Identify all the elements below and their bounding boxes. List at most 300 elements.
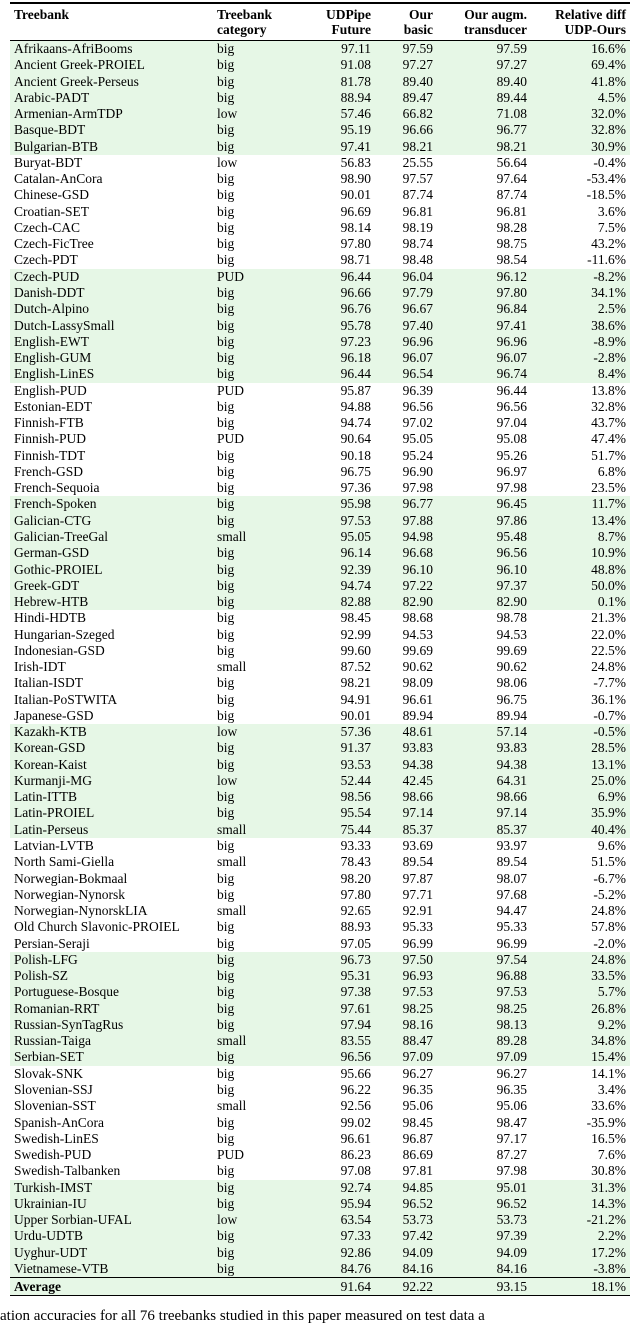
table-caption: ation accuracies for all 76 treebanks studied in this paper measured on test data a [0,1308,485,1324]
category-cell: big [213,1049,291,1065]
our-augm-cell: 97.98 [496,1163,527,1179]
category-cell: PUD [213,269,291,285]
header-relative-diff [531,4,630,41]
relative-diff-cell: -53.4% [586,171,626,187]
udpipe-cell: 88.94 [291,90,375,106]
treebank-cell: Norwegian-Nynorsk [14,886,125,902]
our-basic-cell: 98.68 [402,610,433,626]
udpipe-cell: 96.56 [291,1049,375,1065]
our-basic-cell: 53.73 [375,1212,437,1228]
our-augm-cell: 97.64 [496,171,527,187]
table-row [10,1180,630,1196]
category-cell: big [213,562,291,578]
our-basic-cell: 94.09 [375,1245,437,1261]
relative-diff-cell: -2.8% [531,350,630,366]
relative-diff-cell: 2.2% [531,1228,630,1244]
our-augm-cell: 96.99 [496,935,527,951]
our-basic-cell: 97.22 [375,578,437,594]
our-basic-cell: 96.87 [402,1130,433,1146]
treebank-cell: Russian-SynTagRus [10,1017,213,1033]
relative-diff-cell: 14.1% [591,1065,626,1081]
treebank-cell: Hebrew-HTB [10,594,213,610]
category-cell: big [217,219,235,235]
udpipe-cell: 99.60 [340,642,371,658]
our-basic-cell: 95.05 [402,431,433,447]
category-cell: big [217,626,235,642]
our-augm-cell: 64.31 [437,773,531,789]
category-cell: big [213,334,291,350]
our-augm-cell: 96.12 [437,269,531,285]
udpipe-cell: 92.86 [291,1245,375,1261]
our-augm-cell: 98.07 [496,870,527,886]
our-basic-cell: 97.27 [375,57,437,73]
our-augm-cell: 96.56 [496,398,527,414]
table-row [10,627,630,643]
table-row [10,1049,630,1065]
category-cell: low [213,106,291,122]
our-augm-cell: 95.48 [437,529,531,545]
our-augm-cell: 87.74 [496,187,527,203]
udpipe-cell: 96.44 [291,366,375,382]
treebank-cell: Dutch-LassySmall [10,318,213,334]
our-augm-cell: 97.17 [496,1130,527,1146]
our-basic-cell: 96.10 [375,562,437,578]
udpipe-cell: 95.66 [340,1065,371,1081]
table-row [10,1115,630,1131]
category-cell: big [213,122,291,138]
relative-diff-cell: -21.2% [531,1212,630,1228]
our-augm-cell: 98.54 [496,252,527,268]
category-cell: big [217,1065,235,1081]
udpipe-cell: 91.08 [291,57,375,73]
treebank-cell: English-LinES [10,366,213,382]
table-row [10,610,630,626]
category-cell: big [217,870,235,886]
header-category [213,4,291,41]
our-basic-cell: 97.53 [375,984,437,1000]
table-row [10,1066,630,1082]
table-row [10,692,630,708]
average-row [10,1278,630,1296]
category-cell: big [213,952,291,968]
header-our-basic-line2: basic [403,22,433,37]
treebank-cell: Latin-ITTB [10,789,213,805]
udpipe-cell: 96.44 [291,269,375,285]
table-row [10,1163,630,1179]
relative-diff-cell: 33.5% [531,968,630,984]
udpipe-cell: 98.56 [291,789,375,805]
treebank-cell: Persian-Seraji [14,935,90,951]
udpipe-cell: 83.55 [291,1033,375,1049]
our-basic-cell: 97.57 [402,171,433,187]
our-basic-cell: 95.06 [402,1098,433,1114]
udpipe-cell: 75.44 [291,822,375,838]
our-augm-cell: 95.33 [496,919,527,935]
udpipe-cell: 93.53 [291,757,375,773]
udpipe-cell: 94.74 [340,415,371,431]
our-augm-cell: 96.52 [437,1196,531,1212]
table-row [10,529,630,545]
category-cell: big [213,41,291,58]
our-augm-cell: 84.16 [437,1261,531,1278]
treebank-cell: Spanish-AnCora [14,1114,104,1130]
our-augm-cell: 96.27 [496,1065,527,1081]
table-row [10,106,630,122]
table-header [10,3,630,41]
table-row [10,41,630,58]
treebank-cell: Swedish-Talbanken [14,1163,121,1179]
header-our-basic-line1: Our [408,7,433,22]
category-cell: big [217,447,235,463]
relative-diff-cell: -8.9% [531,334,630,350]
treebank-cell: Swedish-PUD [14,1147,92,1163]
table-row [10,334,630,350]
table-row [10,431,630,447]
table-row [10,122,630,138]
treebank-cell: Basque-BDT [10,122,213,138]
relative-diff-cell: 13.1% [531,757,630,773]
table-row [10,562,630,578]
our-augm-cell: 96.10 [437,562,531,578]
udpipe-cell: 92.99 [340,626,371,642]
relative-diff-cell: 31.3% [531,1180,630,1196]
category-cell: big [217,187,235,203]
treebank-cell: French-Sequoia [14,480,100,496]
our-augm-cell: 99.69 [496,642,527,658]
category-cell: big [217,642,235,658]
udpipe-cell: 92.56 [340,1098,371,1114]
our-basic-cell: 89.47 [375,90,437,106]
udpipe-cell: 99.02 [340,1114,371,1130]
udpipe-cell: 97.61 [291,1001,375,1017]
our-basic-cell: 89.94 [402,707,433,723]
treebank-cell: Afrikaans-AfriBooms [10,41,213,58]
header-relative-diff-line2: UDP-Ours [564,22,626,37]
header-treebank [10,4,213,41]
our-basic-cell: 97.98 [402,480,433,496]
treebank-cell: Czech-FicTree [14,236,94,252]
treebank-cell: Finnish-TDT [14,447,86,463]
udpipe-cell: 95.78 [291,318,375,334]
our-augm-cell: 71.08 [437,106,531,122]
table-row [10,90,630,106]
our-basic-cell: 84.16 [375,1261,437,1278]
udpipe-cell: 92.65 [340,903,371,919]
category-cell: big [217,171,235,187]
treebank-cell: Korean-Kaist [10,757,213,773]
our-basic-cell: 96.56 [402,398,433,414]
results-table [10,2,630,1296]
udpipe-cell: 97.41 [291,139,375,155]
our-basic-cell: 97.42 [375,1228,437,1244]
treebank-cell: Swedish-LinES [14,1130,99,1146]
our-basic-cell: 96.68 [375,545,437,561]
treebank-cell: Bulgarian-BTB [10,139,213,155]
table-row [10,1017,630,1033]
category-cell: big [213,366,291,382]
our-augm-cell: 89.40 [437,74,531,90]
treebank-cell: Buryat-BDT [14,154,83,170]
treebank-cell: Irish-IDT [14,659,66,675]
relative-diff-cell: 51.7% [591,447,626,463]
category-cell: big [217,838,235,854]
category-cell: big [217,1130,235,1146]
category-cell: big [213,301,291,317]
category-cell: big [213,545,291,561]
relative-diff-cell: 36.1% [591,691,626,707]
average-our-augm: 93.15 [437,1278,531,1296]
table-row [10,366,630,382]
udpipe-cell: 95.19 [291,122,375,138]
relative-diff-cell: -0.7% [593,707,626,723]
relative-diff-cell: 13.8% [591,382,626,398]
table-footer [10,1278,630,1296]
table-row [10,578,630,594]
our-augm-cell: 96.84 [437,301,531,317]
category-cell: big [213,1196,291,1212]
category-cell: big [213,968,291,984]
our-basic-cell: 96.90 [402,463,433,479]
our-augm-cell: 98.13 [437,1017,531,1033]
category-cell: big [217,610,235,626]
relative-diff-cell: 15.4% [531,1049,630,1065]
relative-diff-cell: 22.5% [591,642,626,658]
relative-diff-cell: -11.6% [587,252,626,268]
header-our-augm-line1: Our augm. [464,7,527,22]
our-augm-cell: 97.04 [496,415,527,431]
category-cell: big [213,1180,291,1196]
table-row [10,919,630,935]
treebank-cell: Polish-LFG [10,952,213,968]
our-augm-cell: 97.53 [437,984,531,1000]
table-row [10,675,630,691]
category-cell: big [213,350,291,366]
treebank-cell: Czech-PDT [14,252,78,268]
header-relative-diff-line1: Relative diff [555,7,626,22]
our-augm-cell: 96.45 [437,496,531,512]
category-cell: big [213,984,291,1000]
category-cell: big [213,57,291,73]
category-cell: big [213,496,291,512]
table-row [10,1212,630,1228]
category-cell: big [217,480,235,496]
our-augm-cell: 98.25 [437,1001,531,1017]
treebank-cell: North Sami-Giella [14,854,115,870]
category-cell: big [217,691,235,707]
udpipe-cell: 94.88 [340,398,371,414]
our-augm-cell: 97.41 [437,318,531,334]
table-row [10,171,630,187]
our-augm-cell: 96.96 [437,334,531,350]
category-cell: small [213,529,291,545]
udpipe-cell: 92.74 [291,1180,375,1196]
udpipe-cell: 97.33 [291,1228,375,1244]
our-augm-cell: 93.97 [496,838,527,854]
udpipe-cell: 93.33 [340,838,371,854]
category-cell: big [217,415,235,431]
category-cell: big [213,805,291,821]
relative-diff-cell: 26.8% [531,1001,630,1017]
table-row [10,269,630,285]
table-row [10,155,630,171]
our-augm-cell: 97.14 [437,805,531,821]
relative-diff-cell: 30.8% [591,1163,626,1179]
udpipe-cell: 95.05 [291,529,375,545]
relative-diff-cell: 17.2% [531,1245,630,1261]
treebank-cell: Arabic-PADT [10,90,213,106]
our-augm-cell: 96.75 [496,691,527,707]
our-augm-cell: 57.14 [437,724,531,740]
table-row [10,496,630,512]
table-row [10,984,630,1000]
treebank-cell: Norwegian-Bokmaal [14,870,128,886]
udpipe-cell: 98.71 [340,252,371,268]
table-row [10,805,630,821]
udpipe-cell: 97.53 [291,513,375,529]
udpipe-cell: 95.31 [291,968,375,984]
udpipe-cell: 96.14 [291,545,375,561]
table-row [10,1098,630,1114]
udpipe-cell: 92.39 [291,562,375,578]
category-cell: big [217,398,235,414]
header-row [10,4,630,41]
udpipe-cell: 97.11 [291,41,375,58]
relative-diff-cell: 4.5% [531,90,630,106]
category-cell: big [213,318,291,334]
treebank-cell: Russian-Taiga [10,1033,213,1049]
treebank-cell: French-Spoken [10,496,213,512]
relative-diff-cell: 7.5% [597,219,626,235]
category-cell: big [213,1228,291,1244]
relative-diff-cell: 57.8% [591,919,626,935]
table-row [10,204,630,220]
relative-diff-cell: 7.6% [597,1147,626,1163]
category-cell: big [213,594,291,610]
relative-diff-cell: 3.4% [597,1082,626,1097]
treebank-cell: Slovenian-SST [14,1098,96,1114]
our-augm-cell: 98.21 [437,139,531,155]
table-row [10,871,630,887]
our-basic-cell: 96.93 [375,968,437,984]
our-augm-cell: 98.78 [496,610,527,626]
our-basic-cell: 96.66 [375,122,437,138]
our-augm-cell: 87.27 [496,1147,527,1163]
relative-diff-cell: 47.4% [591,431,626,447]
udpipe-cell: 95.98 [291,496,375,512]
udpipe-cell: 97.38 [291,984,375,1000]
treebank-cell: French-GSD [14,463,83,479]
relative-diff-cell: 8.7% [531,529,630,545]
our-basic-cell: 96.27 [402,1065,433,1081]
table-row [10,822,630,838]
udpipe-cell: 97.08 [340,1163,371,1179]
udpipe-cell: 97.05 [340,935,371,951]
relative-diff-cell: 9.6% [597,838,626,854]
our-basic-cell: 97.02 [402,415,433,431]
our-augm-cell: 89.44 [437,90,531,106]
our-augm-cell: 97.86 [437,513,531,529]
our-basic-cell: 95.33 [402,919,433,935]
udpipe-cell: 57.46 [291,106,375,122]
table-row [10,1001,630,1017]
category-cell: PUD [217,431,245,447]
udpipe-cell: 63.54 [291,1212,375,1228]
udpipe-cell: 96.18 [291,350,375,366]
category-cell: PUD [217,382,245,398]
treebank-cell: Ancient Greek-PROIEL [10,57,213,73]
relative-diff-cell: 24.8% [531,952,630,968]
treebank-cell: Romanian-RRT [10,1001,213,1017]
our-augm-cell: 89.28 [437,1033,531,1049]
table-row [10,903,630,919]
category-cell: big [217,886,235,902]
udpipe-cell: 97.80 [340,886,371,902]
treebank-cell: Vietnamese-VTB [10,1261,213,1278]
table-row [10,513,630,529]
our-basic-cell: 97.50 [375,952,437,968]
our-basic-cell: 96.67 [375,301,437,317]
treebank-cell: Italian-ISDT [14,675,83,691]
relative-diff-cell: 22.0% [591,626,626,642]
our-basic-cell: 96.52 [375,1196,437,1212]
relative-diff-cell: 41.8% [531,74,630,90]
relative-diff-cell: 51.5% [591,854,626,870]
header-udpipe-line1: UDPipe [326,7,371,22]
udpipe-cell: 90.01 [340,187,371,203]
our-augm-cell: 97.98 [496,480,527,496]
treebank-cell: Norwegian-NynorskLIA [14,903,148,919]
our-augm-cell: 96.81 [496,203,527,219]
category-cell: big [217,707,235,723]
our-basic-cell: 96.99 [402,935,433,951]
relative-diff-cell: 24.8% [591,659,626,675]
table-row [10,464,630,480]
our-basic-cell: 89.54 [402,854,433,870]
table-row [10,952,630,968]
udpipe-cell: 96.73 [291,952,375,968]
treebank-cell: English-GUM [10,350,213,366]
udpipe-cell: 82.88 [291,594,375,610]
our-augm-cell: 56.64 [496,154,527,170]
category-cell: small [213,1033,291,1049]
category-cell: big [217,1163,235,1179]
udpipe-cell: 90.64 [340,431,371,447]
our-augm-cell: 97.27 [437,57,531,73]
relative-diff-cell: -8.2% [531,269,630,285]
table-row [10,350,630,366]
category-cell: big [217,919,235,935]
udpipe-cell: 56.83 [340,154,371,170]
treebank-cell: Ukrainian-IU [10,1196,213,1212]
udpipe-cell: 94.91 [340,691,371,707]
our-basic-cell: 42.45 [375,773,437,789]
our-augm-cell: 96.44 [496,382,527,398]
treebank-cell: Dutch-Alpino [10,301,213,317]
relative-diff-cell: 23.5% [591,480,626,496]
treebank-cell: Uyghur-UDT [10,1245,213,1261]
header-category-line2: category [217,22,267,37]
average-label: Average [10,1278,213,1296]
relative-diff-cell: 9.2% [531,1017,630,1033]
average-relative-diff: 18.1% [531,1278,630,1296]
relative-diff-cell: 16.6% [531,41,630,58]
header-our-augm [437,4,531,41]
our-basic-cell: 97.88 [375,513,437,529]
our-basic-cell: 96.96 [375,334,437,350]
table-row [10,1261,630,1278]
table-row [10,1245,630,1261]
our-basic-cell: 96.04 [375,269,437,285]
